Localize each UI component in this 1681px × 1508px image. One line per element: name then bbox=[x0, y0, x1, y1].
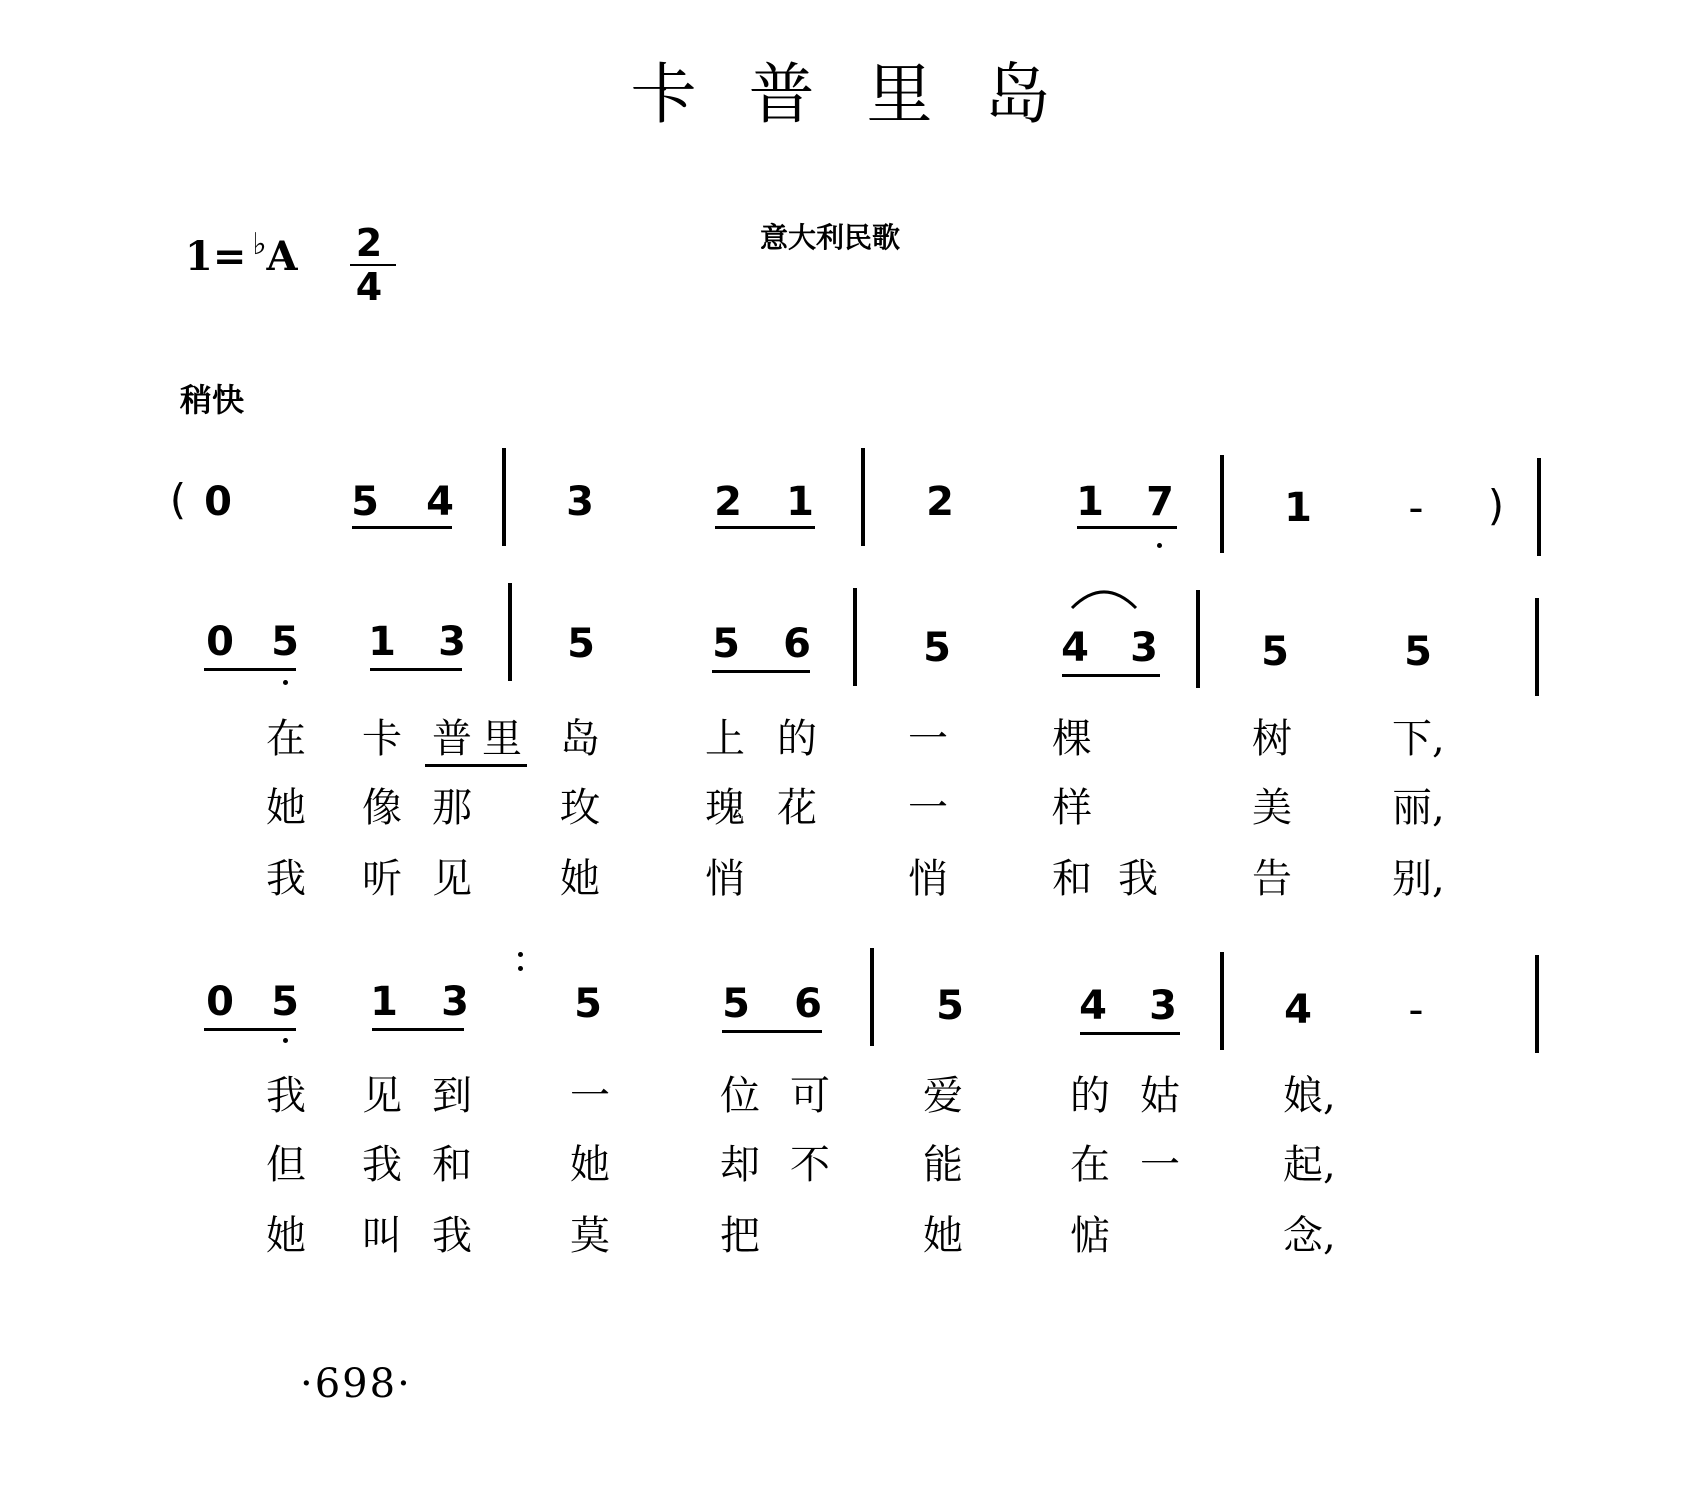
lyric: 棵 bbox=[1052, 716, 1092, 762]
barline bbox=[1220, 952, 1224, 1050]
lyric: 她 bbox=[923, 1213, 963, 1259]
note: 5 bbox=[722, 981, 750, 1027]
tempo-marking: 稍快 bbox=[180, 381, 245, 419]
key-note: A bbox=[266, 233, 298, 280]
lyric: 下, bbox=[1392, 716, 1445, 762]
lyric: 样 bbox=[1052, 785, 1092, 831]
note: 3 bbox=[566, 479, 594, 525]
lyric: 爱 bbox=[923, 1073, 963, 1119]
open-paren: ( bbox=[169, 475, 187, 524]
note: 4 bbox=[1061, 625, 1089, 671]
lyric: 念, bbox=[1283, 1213, 1336, 1259]
beam bbox=[204, 1028, 296, 1031]
lyric: 一 bbox=[908, 785, 948, 831]
lyric: 不 bbox=[790, 1142, 830, 1188]
note: 4 bbox=[426, 479, 454, 525]
lyric: 惦 bbox=[1070, 1213, 1110, 1259]
lyric: 悄 bbox=[705, 856, 745, 902]
beam bbox=[370, 668, 462, 671]
time-bottom: 4 bbox=[355, 265, 383, 309]
lyric: 却 bbox=[720, 1142, 760, 1188]
lyric: 我 bbox=[1118, 856, 1158, 902]
lyric: 叫 bbox=[362, 1213, 402, 1259]
lyric: 瑰 bbox=[705, 785, 745, 831]
note: 5 bbox=[271, 979, 299, 1025]
note: 5 bbox=[923, 625, 951, 671]
barline bbox=[870, 948, 874, 1046]
low-octave-dot bbox=[1157, 543, 1162, 548]
lyric: 在 bbox=[266, 716, 306, 762]
lyric: 别, bbox=[1392, 856, 1445, 902]
lyric: 花 bbox=[777, 785, 817, 831]
lyric: 一 bbox=[908, 716, 948, 762]
lyric: 卡 bbox=[362, 716, 402, 762]
time-signature bbox=[352, 222, 386, 308]
barline bbox=[853, 588, 857, 686]
repeat-dot bbox=[518, 952, 523, 957]
barline bbox=[1537, 458, 1541, 556]
note: 5 bbox=[712, 621, 740, 667]
lyric: 她 bbox=[266, 785, 306, 831]
note: 1 bbox=[1076, 479, 1104, 525]
lyric: 她 bbox=[570, 1142, 610, 1188]
note: 5 bbox=[1404, 629, 1432, 675]
lyric: 像 bbox=[362, 785, 402, 831]
note: 5 bbox=[1261, 629, 1289, 675]
close-paren: ) bbox=[1487, 481, 1505, 530]
note: 6 bbox=[794, 981, 822, 1027]
lyric: 一 bbox=[570, 1073, 610, 1119]
key-prefix: 1= bbox=[185, 233, 247, 280]
lyric: 在 bbox=[1070, 1142, 1110, 1188]
lyric: 那 bbox=[432, 785, 472, 831]
low-octave-dot bbox=[283, 1038, 288, 1043]
lyric: 娘, bbox=[1283, 1073, 1336, 1119]
note: 3 bbox=[441, 979, 469, 1025]
lyric: 树 bbox=[1252, 716, 1292, 762]
lyric: 她 bbox=[560, 856, 600, 902]
beam bbox=[1062, 674, 1160, 677]
lyric: 但 bbox=[266, 1142, 306, 1188]
lyric: 玫 bbox=[560, 785, 600, 831]
lyric: 莫 bbox=[570, 1213, 610, 1259]
key-signature bbox=[185, 227, 298, 286]
barline bbox=[1535, 955, 1539, 1053]
barline bbox=[861, 448, 865, 546]
lyric: 见 bbox=[432, 856, 472, 902]
note: 6 bbox=[783, 621, 811, 667]
beam bbox=[1077, 526, 1177, 529]
note: 4 bbox=[1079, 983, 1107, 1029]
lyric: 美 bbox=[1252, 785, 1292, 831]
lyric: 上 bbox=[705, 716, 745, 762]
page-number: ·698· bbox=[300, 1361, 412, 1407]
barline bbox=[502, 448, 506, 546]
lyric: 告 bbox=[1252, 856, 1292, 902]
barline bbox=[508, 583, 512, 681]
lyric: 的 bbox=[1070, 1073, 1110, 1119]
note: 5 bbox=[936, 983, 964, 1029]
note: 1 bbox=[786, 479, 814, 525]
lyric: 位 bbox=[720, 1073, 760, 1119]
lyric: 可 bbox=[790, 1073, 830, 1119]
note: 2 bbox=[926, 479, 954, 525]
lyric: 能 bbox=[923, 1142, 963, 1188]
lyric: 她 bbox=[266, 1213, 306, 1259]
lyric: 悄 bbox=[908, 856, 948, 902]
note: 5 bbox=[351, 479, 379, 525]
lyric: 我 bbox=[432, 1213, 472, 1259]
note: 5 bbox=[271, 619, 299, 665]
note: 1 bbox=[368, 619, 396, 665]
song-origin: 意大利民歌 bbox=[760, 221, 901, 254]
beam bbox=[1080, 1032, 1180, 1035]
note: 5 bbox=[567, 621, 595, 667]
lyric: 到 bbox=[432, 1073, 472, 1119]
note: 1 bbox=[370, 979, 398, 1025]
lyric: 我 bbox=[266, 856, 306, 902]
time-top: 2 bbox=[355, 221, 383, 265]
lyric: 姑 bbox=[1140, 1073, 1180, 1119]
song-title: 卡普里岛 bbox=[630, 56, 1103, 133]
beam bbox=[204, 668, 296, 671]
note: 0 bbox=[206, 619, 234, 665]
lyric: 一 bbox=[1140, 1142, 1180, 1188]
note: 3 bbox=[438, 619, 466, 665]
lyric: 听 bbox=[362, 856, 402, 902]
lyric: 岛 bbox=[560, 716, 600, 762]
flat-symbol: ♭ bbox=[252, 227, 267, 262]
lyric: 我 bbox=[362, 1142, 402, 1188]
lyric: 和 bbox=[1052, 856, 1092, 902]
repeat-dot bbox=[518, 966, 523, 971]
barline bbox=[1535, 598, 1539, 696]
beam bbox=[715, 526, 815, 529]
note: 1 bbox=[1284, 485, 1312, 531]
note: 3 bbox=[1130, 625, 1158, 671]
beam bbox=[722, 1030, 822, 1033]
lyric: 的 bbox=[777, 716, 817, 762]
lyric: 见 bbox=[362, 1073, 402, 1119]
note: 7 bbox=[1146, 479, 1174, 525]
lyric: 把 bbox=[720, 1213, 760, 1259]
barline bbox=[1220, 455, 1224, 553]
lyric: 里 bbox=[482, 716, 522, 762]
melisma-underline bbox=[425, 764, 527, 767]
low-octave-dot bbox=[283, 680, 288, 685]
dash: - bbox=[1408, 985, 1424, 1034]
note: 0 bbox=[206, 979, 234, 1025]
note: 0 bbox=[204, 479, 232, 525]
lyric: 和 bbox=[432, 1142, 472, 1188]
lyric: 我 bbox=[266, 1073, 306, 1119]
dash: - bbox=[1408, 483, 1424, 532]
note: 5 bbox=[574, 981, 602, 1027]
note: 2 bbox=[714, 479, 742, 525]
lyric: 起, bbox=[1283, 1142, 1336, 1188]
lyric: 普 bbox=[432, 716, 472, 762]
beam bbox=[712, 670, 810, 673]
slur bbox=[1068, 584, 1140, 612]
barline bbox=[1196, 590, 1200, 688]
lyric: 丽, bbox=[1392, 785, 1445, 831]
beam bbox=[352, 526, 452, 529]
note: 3 bbox=[1149, 983, 1177, 1029]
note: 4 bbox=[1284, 987, 1312, 1033]
beam bbox=[372, 1028, 464, 1031]
